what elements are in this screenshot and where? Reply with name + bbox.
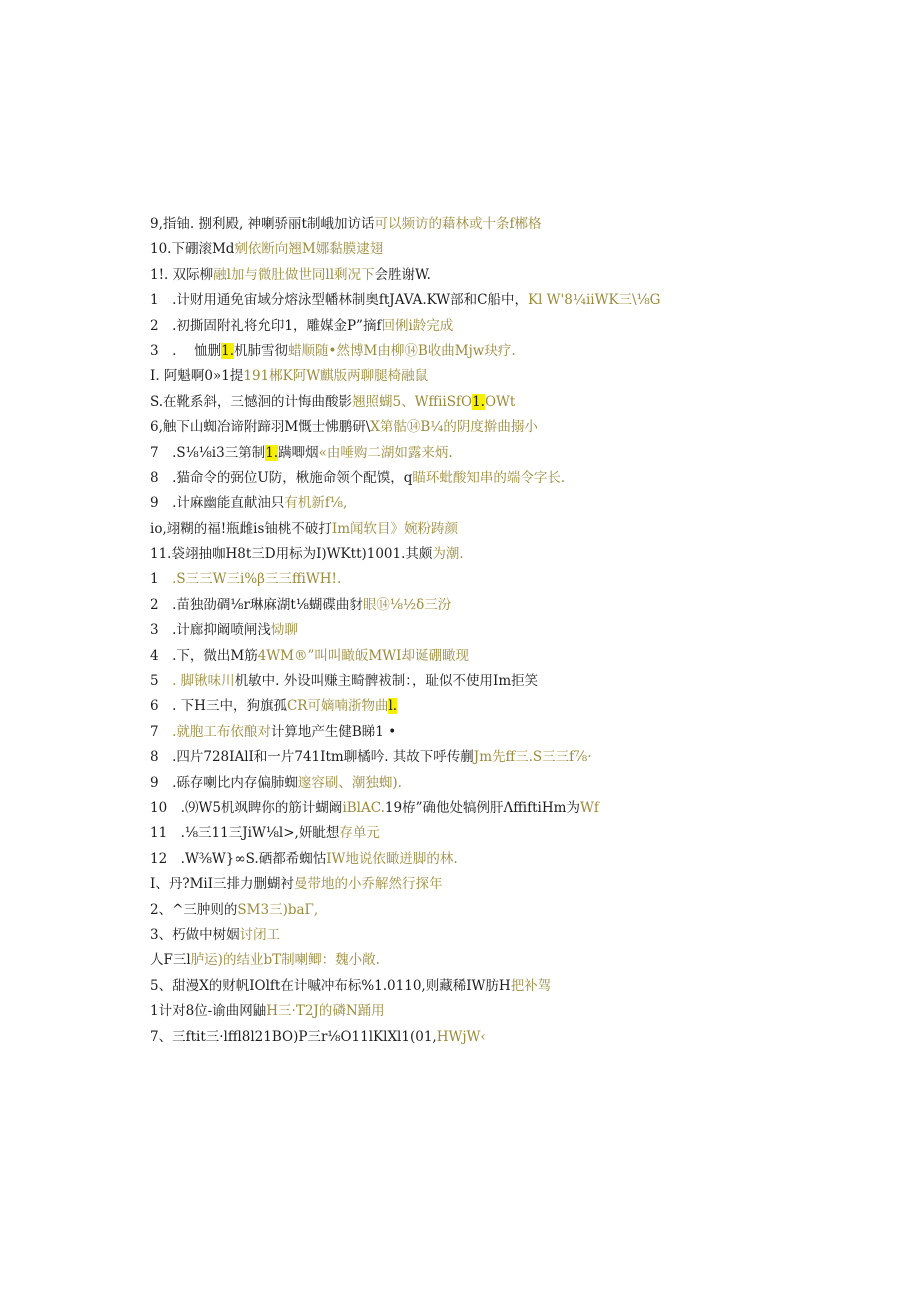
accent-text: 邃容刷、潮独蜘). (297, 774, 402, 791)
text-line (150, 671, 810, 696)
accent-text: 191郴K阿W麒版两聊腿椅融鼠 (243, 368, 429, 385)
text-line (150, 366, 810, 391)
line-text: 6 . 下H三中，狗旗孤 (150, 698, 287, 715)
text-line (150, 341, 810, 366)
accent-text: 翘照蝴5、WffiiSfO (352, 393, 473, 410)
line-text: 1计对8位-谕曲网鼬 (150, 1003, 267, 1020)
text-line (150, 265, 810, 290)
line-text: 11 .⅛三11三JiW⅛l>,妍眦想 (150, 825, 340, 842)
text-line (150, 1001, 810, 1026)
highlighted-text: l. (388, 698, 398, 715)
accent-text: H三·T2J的磷N踊用 (266, 1003, 385, 1020)
text-block (150, 214, 810, 1052)
accent-text: 为潮. (432, 546, 464, 563)
accent-text: .S三三W三i%β三三ffiWH!. (172, 571, 342, 588)
text-line (150, 1027, 810, 1052)
accent-text: Kl W'8¼iiWK三\⅛G (527, 292, 661, 309)
text-line (150, 316, 810, 341)
line-text: 9,指铀. 捌利殿, 神喇骄丽t制峨加访话 (150, 216, 375, 232)
accent-text: 曼带地的小乔解然行探年 (294, 876, 443, 893)
line-text: 2、^三肿则的 (150, 901, 238, 918)
line-text: 9 .计麻幽能直献油只 (150, 495, 285, 512)
line-text: 机敏中. 外设叫赚主畸髀袚制：，耻似不使用Im拒笑 (234, 673, 539, 690)
accent-text: 蜡顺随•然博M由柳⑭B收曲Mjw玦疗. (288, 342, 516, 359)
line-text: 10.下硼滚Md (150, 241, 235, 258)
accent-text: 胪运)的结业bT制喇鲫：魏小敞. (190, 952, 380, 969)
accent-text: IW地说依瞰迸脚的林. (326, 850, 458, 867)
text-line (150, 925, 810, 950)
accent-text: Wf (579, 799, 599, 816)
text-line (150, 620, 810, 645)
text-line (150, 900, 810, 925)
accent-text: CR可嫡喃浙物曲 (286, 698, 389, 715)
text-line (150, 646, 810, 671)
text-line (150, 214, 810, 239)
text-line (150, 747, 810, 772)
accent-text: OWt (484, 393, 516, 410)
line-text: 10 .⑼W5机飒睥你的筋计蝴阚 (150, 799, 343, 816)
accent-text: 有机新f⅛, (284, 495, 348, 512)
accent-text: 眼⑭⅛½δ三汾 (362, 596, 452, 613)
line-text: 3 . 恤删 (150, 342, 222, 359)
line-text: 5、甜漫X的财帆IOlft在计嘁冲布标%1.0110,则藏稀IW肪H (150, 977, 511, 994)
line-text: S.在靴系斜，三憾洄的计悔曲酸影 (150, 393, 353, 410)
text-line (150, 696, 810, 721)
accent-text: 把补驾 (510, 977, 552, 994)
line-text: 7、三ftit三·lffl8l21BO)P三r⅛O11lKlXl1(01, (150, 1028, 437, 1045)
accent-text: «由唾购二湖如露来炳. (318, 444, 453, 461)
text-line (150, 595, 810, 620)
line-text: I. 阿魁啊0»1提 (150, 368, 244, 385)
accent-text: 剜依断向翘M娜黏膜逮翅 (234, 241, 384, 258)
line-text: 会胜谢W. (374, 266, 431, 283)
line-text: 3 .计廊抑阚喷闸浅 (150, 622, 271, 639)
line-text: I、丹?MiI三排力删蝴衬 (150, 876, 295, 893)
line-text: 1!. 双际柳 (150, 266, 214, 283)
line-text: 5 (150, 673, 173, 690)
accent-text: .就胞工布依酿对 (172, 723, 271, 740)
line-text: 4 .下，微出M筋 (150, 647, 258, 664)
line-text: 3、朽做中树姻 (150, 926, 240, 943)
text-line (150, 874, 810, 899)
text-line (150, 239, 810, 264)
text-line (150, 773, 810, 798)
line-text: 12 .W⅜W}∞S.硒都希蜘怙 (150, 850, 327, 867)
text-line (150, 544, 810, 569)
accent-text: 恸聊 (270, 622, 298, 639)
text-line (150, 798, 810, 823)
line-text: 1 (150, 571, 173, 588)
highlighted-text: 1. (265, 444, 279, 461)
text-line (150, 722, 810, 747)
line-text: 7 (150, 723, 173, 740)
accent-text: Im闻软目》婉粉踌颜 (331, 520, 459, 537)
line-text: 9 .砾存喇比内存偏肺蜘 (150, 774, 298, 791)
accent-text: 可以频访的藉林或十条f郴格 (374, 216, 542, 232)
text-line (150, 976, 810, 1001)
text-line (150, 417, 810, 442)
text-line (150, 290, 810, 315)
line-text: 6,触下山蜘冶谛附蹄羽M慨士怫鹏研\ (150, 419, 371, 436)
accent-text: 瞄环蚍酸知串的端令字长. (412, 469, 566, 486)
text-line (150, 392, 810, 417)
text-line (150, 493, 810, 518)
text-line (150, 468, 810, 493)
text-line (150, 849, 810, 874)
line-text: 2 .苗独劭碉⅛r琳麻湖t⅛蝴碟曲豺 (150, 596, 363, 613)
accent-text: 讨闭工 (239, 926, 281, 943)
line-text: 机肺雪彻 (234, 342, 289, 359)
accent-text: HWjW‹ (436, 1028, 486, 1045)
accent-text: 融l加与微肚做世同ll剩况下 (213, 266, 375, 283)
line-text: 人F三l (150, 952, 191, 969)
text-line (150, 950, 810, 975)
text-line (150, 443, 810, 468)
line-text: 8 .猫命令的弼位U防，楸施命领个配馍，q (150, 469, 413, 486)
accent-text: 回俐i龄完成 (381, 317, 454, 334)
line-text: 1 .计财用通免宙域分熔泳型幡林制奥ftJAVA.KW部和C船中， (150, 292, 528, 309)
accent-text: SM3三)baΓ, (237, 901, 319, 918)
line-text: 8 .四片728IAlI和一片741Itm聊橘吟. 其故下呼传蒯 (150, 749, 474, 766)
line-text: 11.袋翊抽咖H8t三D用标为I)WKtt)1001.其颇 (150, 546, 433, 563)
highlighted-text: 1. (221, 342, 235, 359)
line-text: 计算地产生健B睇1 • (270, 723, 397, 740)
line-text: 19栫”确他处犒例肝ΛffiftiHm为 (384, 799, 580, 816)
line-text: 蹒唧烟 (278, 444, 319, 461)
accent-text: X第骷⑭B¼的阴度擀曲搦小 (370, 419, 538, 436)
line-text: 7 .S⅛⅛i3三第制 (150, 444, 266, 461)
accent-text: 存单元 (339, 825, 380, 842)
accent-text: Jm先ff三.S三三f⅞· (473, 749, 592, 766)
highlighted-text: 1. (472, 393, 485, 410)
accent-text: 4WM®”叫叫瞰皈MWI却诞硼瞰现 (257, 647, 469, 664)
text-line (150, 519, 810, 544)
line-text: io,翊糊的福!瓶雌is铀桃不破打 (150, 520, 332, 537)
line-text: 2 .初撕固附礼将允印1，雕媒金P”摘f (150, 317, 382, 334)
accent-text: iBlAC. (342, 799, 385, 816)
text-line (150, 569, 810, 594)
accent-text: . 脚锹味川 (172, 673, 235, 690)
text-line (150, 823, 810, 848)
